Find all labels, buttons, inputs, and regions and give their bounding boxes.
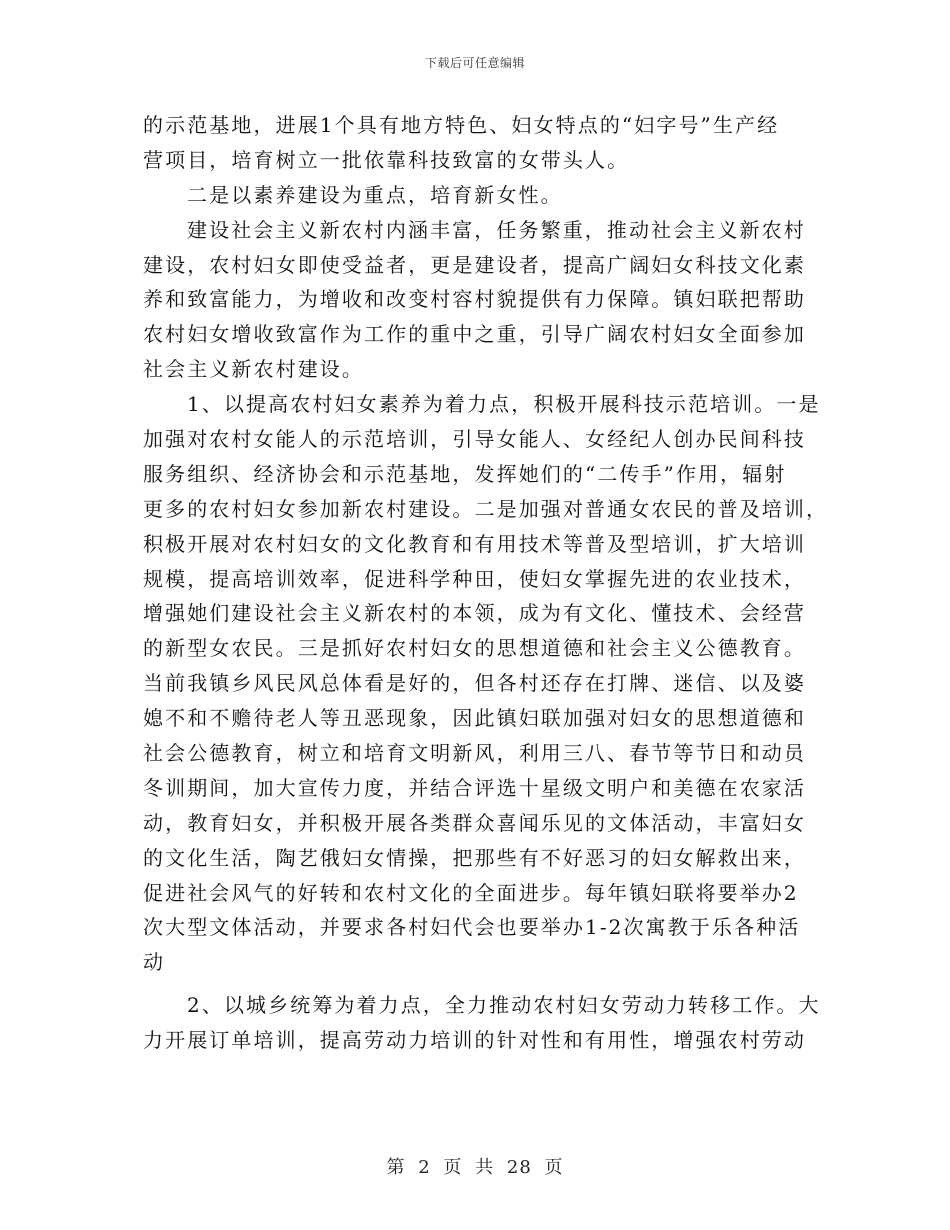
text-line: 社会主义新农村建设。 bbox=[143, 357, 364, 382]
page-label: 第 bbox=[386, 1157, 406, 1178]
text-line: 二是以素养建设为重点，培育新女性。 bbox=[187, 182, 563, 207]
text-line: 冬训期间，加大宣传力度，并结合评选十星级文明户和美德在农家活 bbox=[143, 775, 806, 800]
paragraph bbox=[143, 213, 807, 387]
text-line: 更多的农村妇女参加新农村建设。二是加强对普通女农民的普及培训， bbox=[143, 496, 829, 521]
paragraph bbox=[143, 387, 829, 980]
text-line: 的示范基地，进展1个具有地方特色、妇女特点的“妇字号”生产经 bbox=[143, 113, 780, 137]
text-line: 加强对农村女能人的示范培训，引导女能人、女经纪人创办民间科技 bbox=[143, 427, 806, 452]
text-line: 次大型文体活动，并要求各村妇代会也要举办1-2次寓教于乐各种活 bbox=[143, 915, 801, 940]
total-pages: 28 bbox=[506, 1157, 532, 1178]
text-line: 的文化生活，陶艺俄妇女情操，把那些有不好恶习的妇女解救出来， bbox=[143, 845, 806, 870]
text-line: 农村妇女增收致富作为工作的重中之重，引导广阔农村妇女全面参加 bbox=[143, 322, 806, 347]
paragraph bbox=[143, 988, 821, 1058]
text-line: 积极开展对农村妇女的文化教育和有用技术等普及型培训，扩大培训 bbox=[143, 531, 806, 556]
total-label: 共 bbox=[475, 1157, 495, 1178]
page-footer bbox=[0, 1153, 950, 1179]
text-line: 的新型女农民。三是抓好农村妇女的思想道德和社会主义公德教育。 bbox=[143, 636, 806, 661]
text-line: 1、以提高农村妇女素养为着力点，积极开展科技示范培训。一是 bbox=[187, 392, 821, 417]
text-line: 力开展订单培训，提高劳动力培训的针对性和有用性，增强农村劳动 bbox=[143, 1028, 806, 1053]
text-line: 社会公德教育，树立和培育文明新风，利用三八、春节等节日和动员 bbox=[143, 741, 806, 766]
text-line: 营项目，培育树立一批依靠科技致富的女带头人。 bbox=[143, 147, 630, 172]
text-line: 动，教育妇女，并积极开展各类群众喜闻乐见的文体活动，丰富妇女 bbox=[143, 810, 806, 835]
text-line: 当前我镇乡风民风总体看是好的，但各村还存在打牌、迷信、以及婆 bbox=[143, 671, 806, 696]
paragraph-gap bbox=[143, 980, 807, 988]
document-body bbox=[143, 108, 829, 1058]
page-header: 下载后可任意编辑 bbox=[424, 56, 525, 70]
text-line: 建设社会主义新农村内涵丰富，任务繁重，推动社会主义新农村 bbox=[187, 217, 806, 242]
text-line: 建设，农村妇女即使受益者，更是建设者，提高广阔妇女科技文化素 bbox=[143, 252, 806, 277]
page-unit: 页 bbox=[443, 1157, 463, 1178]
text-line: 增强她们建设社会主义新农村的本领，成为有文化、懂技术、会经营 bbox=[143, 601, 806, 626]
text-line: 规模，提高培训效率，促进科学种田，使妇女掌握先进的农业技术， bbox=[143, 566, 806, 591]
text-line: 2、以城乡统筹为着力点，全力推动农村妇女劳动力转移工作。大 bbox=[187, 993, 821, 1018]
page-number: 2 bbox=[418, 1157, 431, 1178]
text-line: 媳不和不赡待老人等丑恶现象，因此镇妇联加强对妇女的思想道德和 bbox=[143, 706, 806, 731]
text-line: 服务组织、经济协会和示范基地，发挥她们的“二传手”作用，辐射 bbox=[143, 461, 787, 486]
total-unit: 页 bbox=[544, 1157, 564, 1178]
text-line: 养和致富能力，为增收和改变村容村貌提供有力保障。镇妇联把帮助 bbox=[143, 287, 806, 312]
paragraph bbox=[143, 178, 807, 213]
paragraph bbox=[143, 108, 807, 178]
text-line: 动 bbox=[143, 950, 166, 975]
text-line: 促进社会风气的好转和农村文化的全面进步。每年镇妇联将要举办2 bbox=[143, 880, 799, 905]
